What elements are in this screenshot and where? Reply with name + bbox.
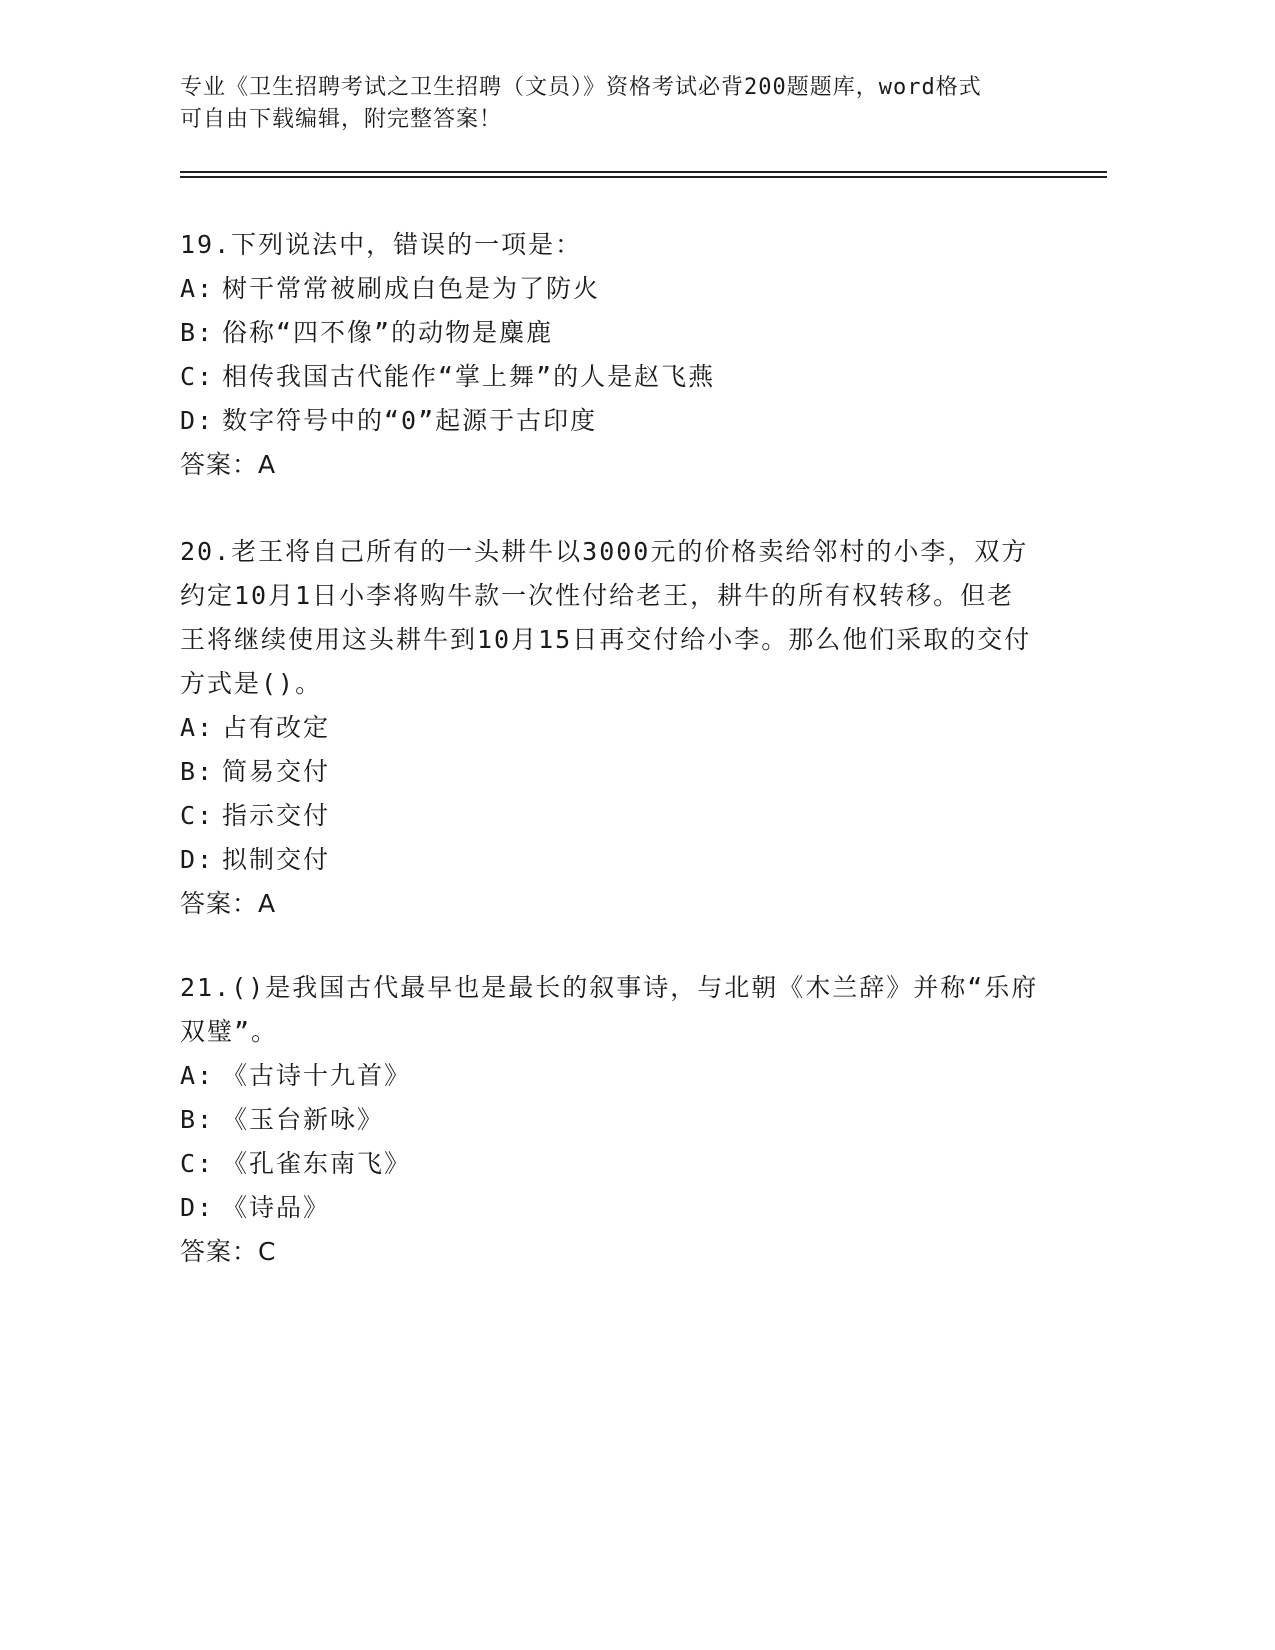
option-text: 《玉台新咏》 <box>222 1105 385 1134</box>
question-text: 19.下列说法中，错误的一项是： <box>180 230 583 259</box>
option-letter: B: <box>180 1105 215 1134</box>
question-20 <box>180 530 1040 926</box>
question-19 <box>180 223 1040 487</box>
option-text: 简易交付 <box>222 757 331 786</box>
option-letter: A: <box>180 713 215 742</box>
question-text: 20.老王将自己所有的一头耕牛以3000元的价格卖给邻村的小李，双方约定10月1日小李将购牛款一次性付给老王，耕牛的所有权转移。但老王将继续使用这头耕牛到10月15日再交付给小李。那么他们采取的交付方式是()。 <box>180 537 1032 698</box>
answer-line: 答案：C <box>180 1237 277 1266</box>
header-divider-top <box>180 171 1107 173</box>
option-letter: C: <box>180 1149 215 1178</box>
option-text: 指示交付 <box>222 801 331 830</box>
option-letter: D: <box>180 1193 215 1222</box>
option-c <box>180 1142 1040 1186</box>
option-d <box>180 838 1040 882</box>
option-text: 相传我国古代能作“掌上舞”的人是赵飞燕 <box>222 362 716 391</box>
option-text: 占有改定 <box>222 713 331 742</box>
option-a <box>180 1054 1040 1098</box>
header-line-2: 可自由下载编辑，附完整答案！ <box>180 107 503 132</box>
answer-line: 答案：A <box>180 889 277 918</box>
option-letter: D: <box>180 845 215 874</box>
header-divider-bottom <box>180 176 1107 178</box>
question-text: 21.()是我国古代最早也是最长的叙事诗，与北朝《木兰辞》并称“乐府双璧”。 <box>180 973 1039 1046</box>
option-b <box>180 750 1040 794</box>
option-text: 数字符号中的“0”起源于古印度 <box>222 406 598 435</box>
option-letter: C: <box>180 801 215 830</box>
option-a <box>180 267 1040 311</box>
option-letter: A: <box>180 274 215 303</box>
header-line-1: 专业《卫生招聘考试之卫生招聘（文员）》资格考试必背200题题库，word格式 <box>180 75 982 100</box>
option-letter: D: <box>180 406 215 435</box>
option-letter: A: <box>180 1061 215 1090</box>
option-a <box>180 706 1040 750</box>
option-text: 俗称“四不像”的动物是麋鹿 <box>222 318 554 347</box>
option-b <box>180 1098 1040 1142</box>
answer-line: 答案：A <box>180 450 277 479</box>
option-letter: B: <box>180 757 215 786</box>
question-21 <box>180 966 1040 1274</box>
option-text: 拟制交付 <box>222 845 331 874</box>
option-d <box>180 1186 1040 1230</box>
option-letter: B: <box>180 318 215 347</box>
document-header <box>180 72 1080 136</box>
option-text: 《古诗十九首》 <box>222 1061 412 1090</box>
option-d <box>180 399 1040 443</box>
option-c <box>180 794 1040 838</box>
option-text: 树干常常被刷成白色是为了防火 <box>222 274 601 303</box>
option-letter: C: <box>180 362 215 391</box>
option-b <box>180 311 1040 355</box>
option-c <box>180 355 1040 399</box>
option-text: 《孔雀东南飞》 <box>222 1149 412 1178</box>
option-text: 《诗品》 <box>222 1193 331 1222</box>
